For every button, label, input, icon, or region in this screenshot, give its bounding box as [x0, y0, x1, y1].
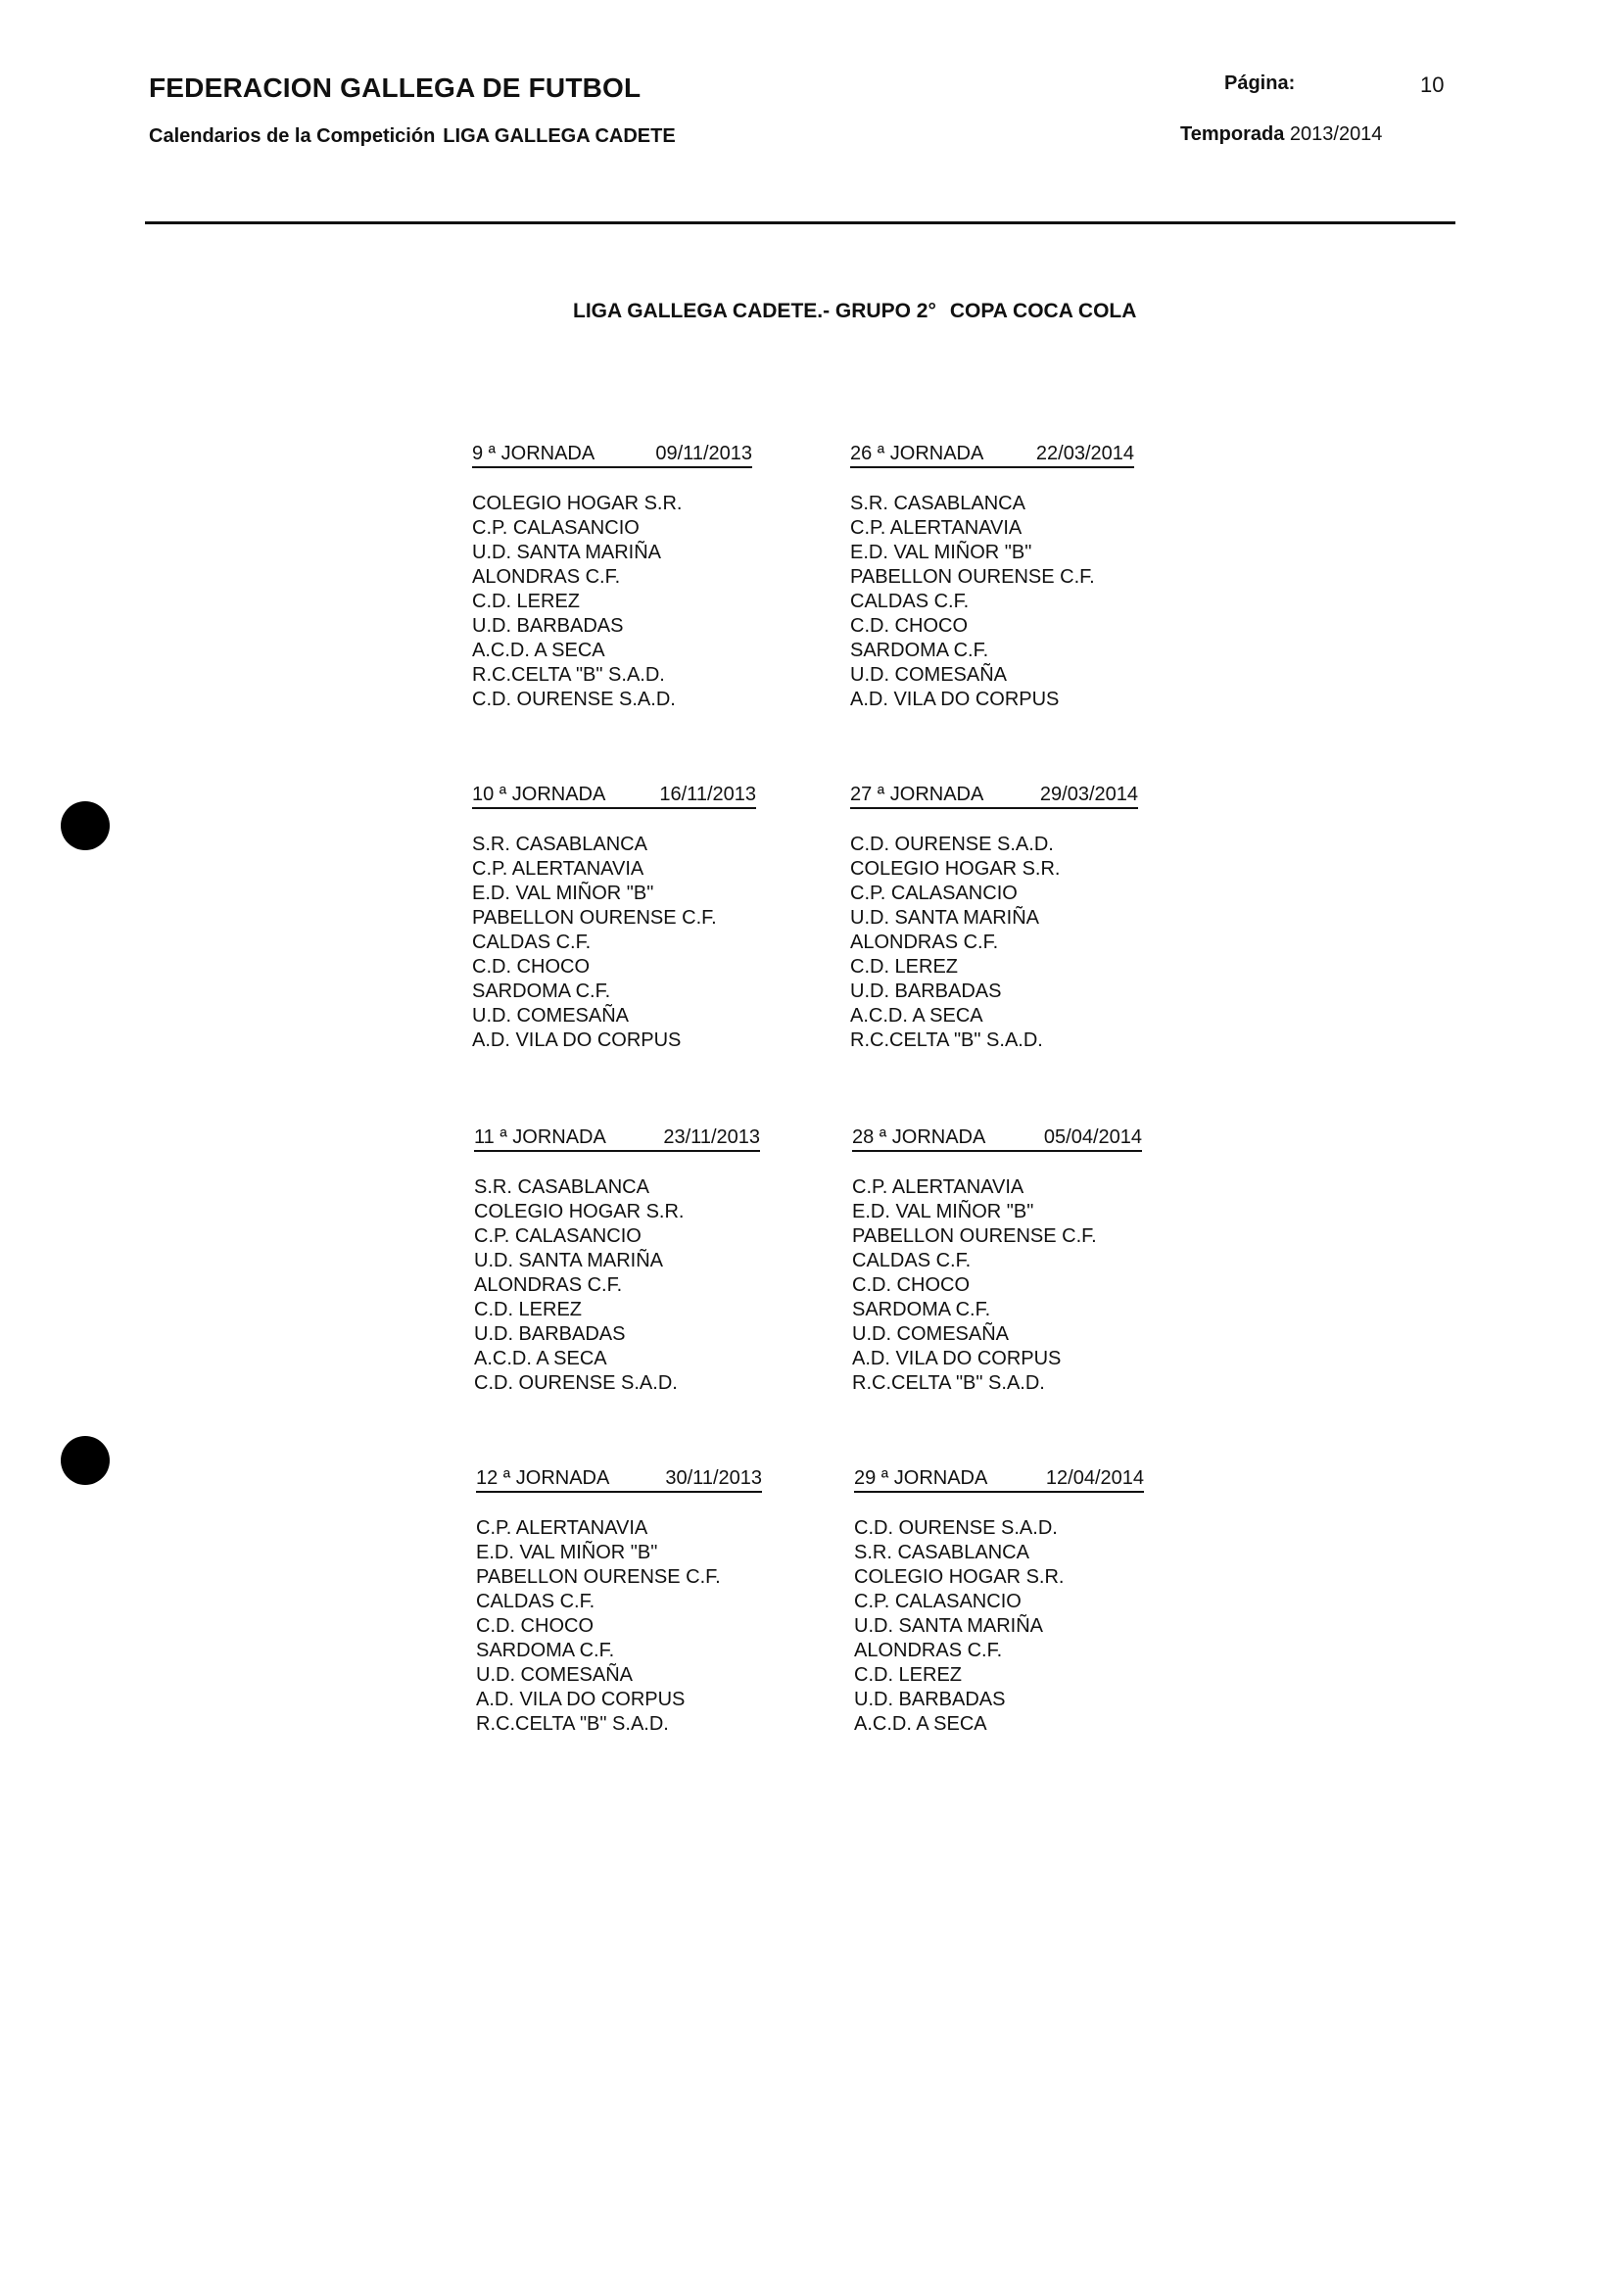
team-name: C.P. CALASANCIO: [854, 1591, 1022, 1612]
competition-subtitle: [149, 125, 676, 148]
jornada-block: [852, 1126, 1142, 1396]
season-label: Temporada: [1180, 123, 1285, 145]
team-name: C.P. CALASANCIO: [474, 1225, 642, 1247]
team-name: A.C.D. A SECA: [854, 1713, 987, 1735]
team-name: ALONDRAS C.F.: [854, 1640, 1003, 1661]
team-name: C.D. CHOCO: [472, 956, 590, 978]
jornada-name: 12 ª JORNADA: [476, 1467, 610, 1489]
team-name: S.R. CASABLANCA: [472, 834, 647, 855]
jornada-header: [472, 443, 752, 470]
team-name: E.D. VAL MIÑOR "B": [476, 1542, 658, 1563]
team-name: C.P. CALASANCIO: [472, 517, 640, 539]
team-name: R.C.CELTA "B" S.A.D.: [852, 1372, 1045, 1394]
team-name: C.D. LEREZ: [474, 1299, 583, 1320]
jornada-header: [850, 784, 1138, 811]
season-value: 2013/2014: [1289, 123, 1383, 145]
team-name: U.D. SANTA MARIÑA: [472, 542, 661, 563]
jornada-name: 27 ª JORNADA: [850, 784, 984, 805]
team-name: SARDOMA C.F.: [852, 1299, 991, 1320]
team-name: U.D. BARBADAS: [854, 1689, 1006, 1710]
team-name: PABELLON OURENSE C.F.: [850, 566, 1095, 588]
jornada-name: 29 ª JORNADA: [854, 1467, 988, 1489]
team-name: C.D. OURENSE S.A.D.: [850, 834, 1054, 855]
team-name: A.C.D. A SECA: [472, 640, 605, 661]
team-name: A.D. VILA DO CORPUS: [852, 1348, 1062, 1369]
team-name: COLEGIO HOGAR S.R.: [854, 1566, 1065, 1588]
group-title: [573, 300, 1136, 323]
team-name: C.D. OURENSE S.A.D.: [472, 689, 676, 710]
team-name: S.R. CASABLANCA: [850, 493, 1025, 514]
team-name: U.D. COMESAÑA: [850, 664, 1008, 686]
team-name: CALDAS C.F.: [850, 591, 970, 612]
team-name: PABELLON OURENSE C.F.: [476, 1566, 721, 1588]
team-list: [854, 1516, 1144, 1737]
team-name: SARDOMA C.F.: [850, 640, 989, 661]
jornada-header: [472, 784, 756, 811]
team-name: C.P. ALERTANAVIA: [472, 858, 644, 880]
team-name: U.D. BARBADAS: [474, 1323, 626, 1345]
jornada-block: [474, 1126, 760, 1396]
jornada-block: [854, 1467, 1144, 1737]
page-label: Página:: [1224, 72, 1296, 94]
jornada-name: 10 ª JORNADA: [472, 784, 606, 805]
jornada-header: [476, 1467, 762, 1495]
jornada-date: 29/03/2014: [1039, 784, 1138, 805]
team-name: C.D. CHOCO: [850, 615, 968, 637]
team-name: A.D. VILA DO CORPUS: [850, 689, 1060, 710]
team-name: CALDAS C.F.: [852, 1250, 972, 1271]
team-name: R.C.CELTA "B" S.A.D.: [850, 1029, 1043, 1051]
team-name: COLEGIO HOGAR S.R.: [472, 493, 683, 514]
team-name: U.D. COMESAÑA: [852, 1323, 1010, 1345]
cup-name: COPA COCA COLA: [949, 300, 1137, 322]
team-name: PABELLON OURENSE C.F.: [852, 1225, 1097, 1247]
team-name: C.P. CALASANCIO: [850, 883, 1018, 904]
team-name: PABELLON OURENSE C.F.: [472, 907, 717, 929]
team-name: A.D. VILA DO CORPUS: [472, 1029, 682, 1051]
jornada-header: [852, 1126, 1142, 1154]
team-name: SARDOMA C.F.: [476, 1640, 615, 1661]
page-number: 10: [1420, 72, 1445, 97]
jornada-header: [474, 1126, 760, 1154]
organization-title: FEDERACION GALLEGA DE FUTBOL: [149, 72, 642, 103]
team-name: R.C.CELTA "B" S.A.D.: [476, 1713, 669, 1735]
team-name: C.D. LEREZ: [472, 591, 581, 612]
team-name: U.D. COMESAÑA: [472, 1005, 630, 1027]
competition-name: LIGA GALLEGA CADETE: [443, 125, 676, 147]
team-name: U.D. BARBADAS: [850, 981, 1002, 1002]
jornada-name: 26 ª JORNADA: [850, 443, 984, 464]
team-name: A.C.D. A SECA: [474, 1348, 607, 1369]
team-name: S.R. CASABLANCA: [474, 1176, 649, 1198]
team-name: C.P. ALERTANAVIA: [476, 1517, 648, 1539]
punch-hole: [61, 1436, 110, 1485]
team-name: C.D. CHOCO: [852, 1274, 970, 1296]
team-list: [474, 1175, 760, 1396]
team-name: ALONDRAS C.F.: [850, 932, 999, 953]
team-name: U.D. SANTA MARIÑA: [474, 1250, 663, 1271]
jornada-block: [850, 443, 1134, 712]
jornada-header: [850, 443, 1134, 470]
team-list: [472, 833, 756, 1053]
team-name: COLEGIO HOGAR S.R.: [850, 858, 1061, 880]
jornada-name: 28 ª JORNADA: [852, 1126, 986, 1148]
jornada-date: 30/11/2013: [665, 1467, 762, 1489]
team-list: [850, 492, 1134, 712]
team-name: C.P. ALERTANAVIA: [852, 1176, 1024, 1198]
team-name: E.D. VAL MIÑOR "B": [850, 542, 1032, 563]
jornada-date: 05/04/2014: [1043, 1126, 1142, 1148]
page-info: [1224, 72, 1445, 97]
jornada-block: [472, 443, 752, 712]
team-list: [472, 492, 752, 712]
team-name: C.P. ALERTANAVIA: [850, 517, 1023, 539]
punch-hole: [61, 801, 110, 850]
header-divider: [145, 221, 1455, 224]
team-list: [852, 1175, 1142, 1396]
jornada-block: [476, 1467, 762, 1737]
team-name: CALDAS C.F.: [476, 1591, 595, 1612]
team-list: [476, 1516, 762, 1737]
team-name: E.D. VAL MIÑOR "B": [472, 883, 654, 904]
team-name: C.D. OURENSE S.A.D.: [474, 1372, 678, 1394]
team-name: U.D. SANTA MARIÑA: [850, 907, 1039, 929]
team-name: COLEGIO HOGAR S.R.: [474, 1201, 685, 1222]
subtitle-label: Calendarios de la Competición: [149, 125, 436, 147]
group-name: LIGA GALLEGA CADETE.- GRUPO 2°: [573, 300, 936, 322]
team-name: C.D. OURENSE S.A.D.: [854, 1517, 1058, 1539]
team-name: ALONDRAS C.F.: [474, 1274, 623, 1296]
team-name: R.C.CELTA "B" S.A.D.: [472, 664, 665, 686]
jornada-header: [854, 1467, 1144, 1495]
season-info: [1180, 123, 1382, 146]
team-name: U.D. SANTA MARIÑA: [854, 1615, 1043, 1637]
team-name: SARDOMA C.F.: [472, 981, 611, 1002]
team-name: A.C.D. A SECA: [850, 1005, 983, 1027]
team-name: U.D. COMESAÑA: [476, 1664, 634, 1686]
jornada-date: 23/11/2013: [663, 1126, 760, 1148]
team-name: ALONDRAS C.F.: [472, 566, 621, 588]
team-name: A.D. VILA DO CORPUS: [476, 1689, 686, 1710]
team-name: S.R. CASABLANCA: [854, 1542, 1029, 1563]
team-name: C.D. LEREZ: [850, 956, 959, 978]
jornada-name: 9 ª JORNADA: [472, 443, 595, 464]
team-list: [850, 833, 1138, 1053]
jornada-date: 12/04/2014: [1045, 1467, 1144, 1489]
jornada-block: [850, 784, 1138, 1053]
team-name: CALDAS C.F.: [472, 932, 592, 953]
jornada-name: 11 ª JORNADA: [474, 1126, 606, 1148]
jornada-date: 09/11/2013: [655, 443, 752, 464]
team-name: C.D. LEREZ: [854, 1664, 963, 1686]
jornada-date: 16/11/2013: [659, 784, 756, 805]
team-name: E.D. VAL MIÑOR "B": [852, 1201, 1034, 1222]
jornada-date: 22/03/2014: [1035, 443, 1134, 464]
team-name: U.D. BARBADAS: [472, 615, 624, 637]
jornada-block: [472, 784, 756, 1053]
team-name: C.D. CHOCO: [476, 1615, 594, 1637]
